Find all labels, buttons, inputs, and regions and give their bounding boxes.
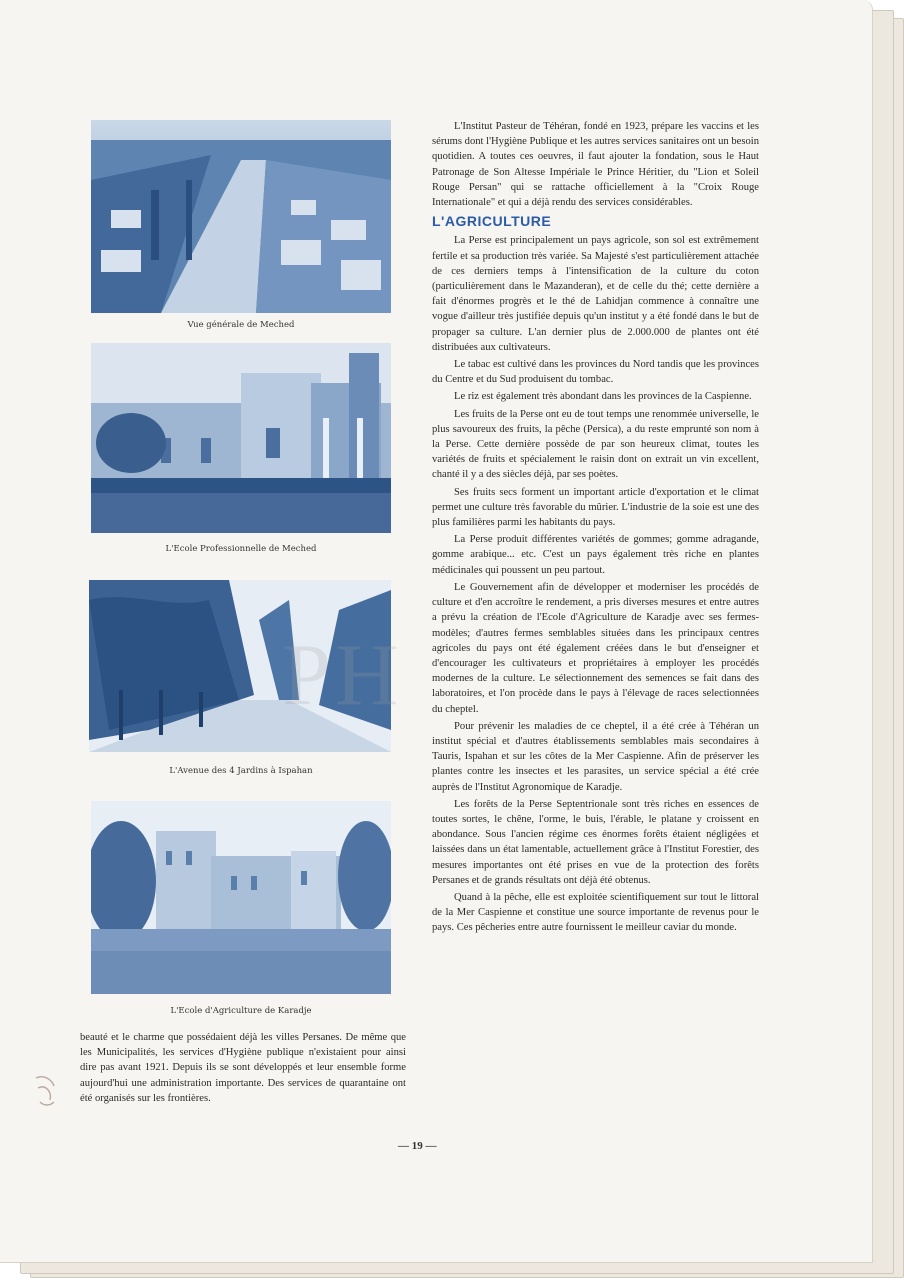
- caption-ecole-professionnelle: L'Ecole Professionnelle de Meched: [165, 544, 317, 554]
- photo-ecole-agriculture: [91, 801, 391, 994]
- photo-ecole-professionnelle: [91, 343, 391, 533]
- paragraph-2: Le riz est également très abondant dans les provinces de la Caspienne.: [454, 391, 752, 403]
- caption-ecole-agriculture: L'Ecole d'Agriculture de Karadje: [170, 1006, 312, 1016]
- left-column-text: [80, 1030, 406, 1108]
- page-number: — 19 —: [398, 1140, 437, 1152]
- paragraph-7: Pour prévenir les maladies de ce cheptel, il a été crée à Téhéran un institut spécial et d'autres établissements semblables mais secondaires à Tauris, Ispahan et sur les côtes de la Mer Caspienne. Afin de préserver les plantes contre les insectes et les parasites, un service spécial a été crée auprès de l'Institut Agronomique de Karadje.: [432, 720, 759, 793]
- intro-paragraph: L'Institut Pasteur de Téhéran, fondé en 1923, prépare les vaccins et les sérums dont l'Hygiène Publique et les autres services sanitaires ont un besoin quotidien. A toutes ces oeuvres, il faut ajouter la fondation, sous le Haut Patronage de Son Altesse Impériale le Prince Héritier, du "Lion et Soleil Rouge Persan" qui se rattache officiellement à la "Croix Rouge Internationale" et qui a déjà rendu des services considérables.: [432, 121, 760, 209]
- caption-meched-view: Vue générale de Meched: [187, 320, 295, 330]
- right-column-text: [432, 119, 759, 938]
- left-paragraph: beauté et le charme que possédaient déjà les villes Persanes. De même que les Municipalités, les services d'Hygiène publique n'existaient pour ainsi dire pas avant 1921. Depuis ils se sont développés et leur ensemble forme aujourd'hui une administration importante. Des services de quarantaine ont été organisés sur les frontières.: [80, 1032, 406, 1104]
- paragraph-6: Le Gouvernement afin de développer et moderniser les procédés de culture et d'en accroître le rendement, a pris diverses mesures et entre autres a prévu la création de l'Ecole d'Agriculture de Karadje avec ses fermes-modèles; d'autres fermes semblables situées dans les principaux centres agricoles du pays ont été également créées dans le but d'enseigner et d'encourager les cultivateurs et propriétaires à employer les procédés modernes de la culture. Le sélectionnement des semences se fait dans des laboratoires, et l'on procède dans le pays à l'élevage de races selectionnées du cheptel.: [432, 581, 759, 715]
- paragraph-8: Les forêts de la Perse Septentrionale sont très riches en essences de toutes sortes, le chêne, l'orme, le buis, l'érable, le platane y croissent en abondance. Sous l'ancien régime ces énormes forêts étaient négligées et laissées dans un état lamentable, actuellement grâce à l'Institut Forestier, des mesures importantes ont été prises en vue de la protection des forêts Persanes et de grands résultats ont déjà été obtenus.: [432, 798, 759, 886]
- photo-meched-view: [91, 120, 391, 313]
- paragraph-0: La Perse est principalement un pays agricole, son sol est extrêmement fertile et sa production très variée. Sa Majesté s'est particulièrement attachée de ces derniers temps à l'intensification de la culture du coton (particulièrement dans le Mazanderan), et de celle du thé; cette dernière a fait d'énormes progrès et le thé de Lahidjan commence à connaître une vogue d'ailleur très justifiée depuis qu'un institut y a été fondé dans le but de propager sa culture. L'an dernier plus de 2.000.000 de plantes ont été distribuées aux cultivateurs.: [432, 235, 759, 353]
- paragraph-4: Ses fruits secs forment un important article d'exportation et le climat permet une culture très favorable du mûrier. L'industrie de la soie est une des plus familières parmi les habitants du pays.: [432, 486, 759, 529]
- watermark: PH: [282, 627, 403, 724]
- caption-avenue-ispahan: L'Avenue des 4 Jardins à Ispahan: [169, 766, 313, 776]
- paragraph-9: Quand à la pêche, elle est exploitée scientifiquement sur tout le littoral de la Mer Caspienne et constitue une source importante de revenus pour le pays. Ces pêcheries entre autre fournissent le meilleur caviar du monde.: [432, 891, 759, 934]
- library-stamp-mark: [32, 1072, 60, 1112]
- paragraph-5: La Perse produit différentes variétés de gommes; gomme adragande, gomme arabique... etc. C'est un pays également très riche en plantes médicinales qui poussent un peu partout.: [432, 534, 759, 576]
- section-heading: L'AGRICULTURE: [432, 213, 552, 230]
- paragraph-3: Les fruits de la Perse ont eu de tout temps une renommée universelle, le plus savoureux des fruits, la pêche (Persica), a du reste emprunté son nom à la Perse. Cette dernière possède de par son heureux climat, toutes les variétés de fruits et spécialement le raisin dont on extrait un vin excellent, chanté il y a des siècles déjà, par ses poètes.: [432, 408, 759, 481]
- paragraph-1: Le tabac est cultivé dans les provinces du Nord tandis que les provinces du Centre et du Sud produisent du tombac.: [432, 359, 759, 386]
